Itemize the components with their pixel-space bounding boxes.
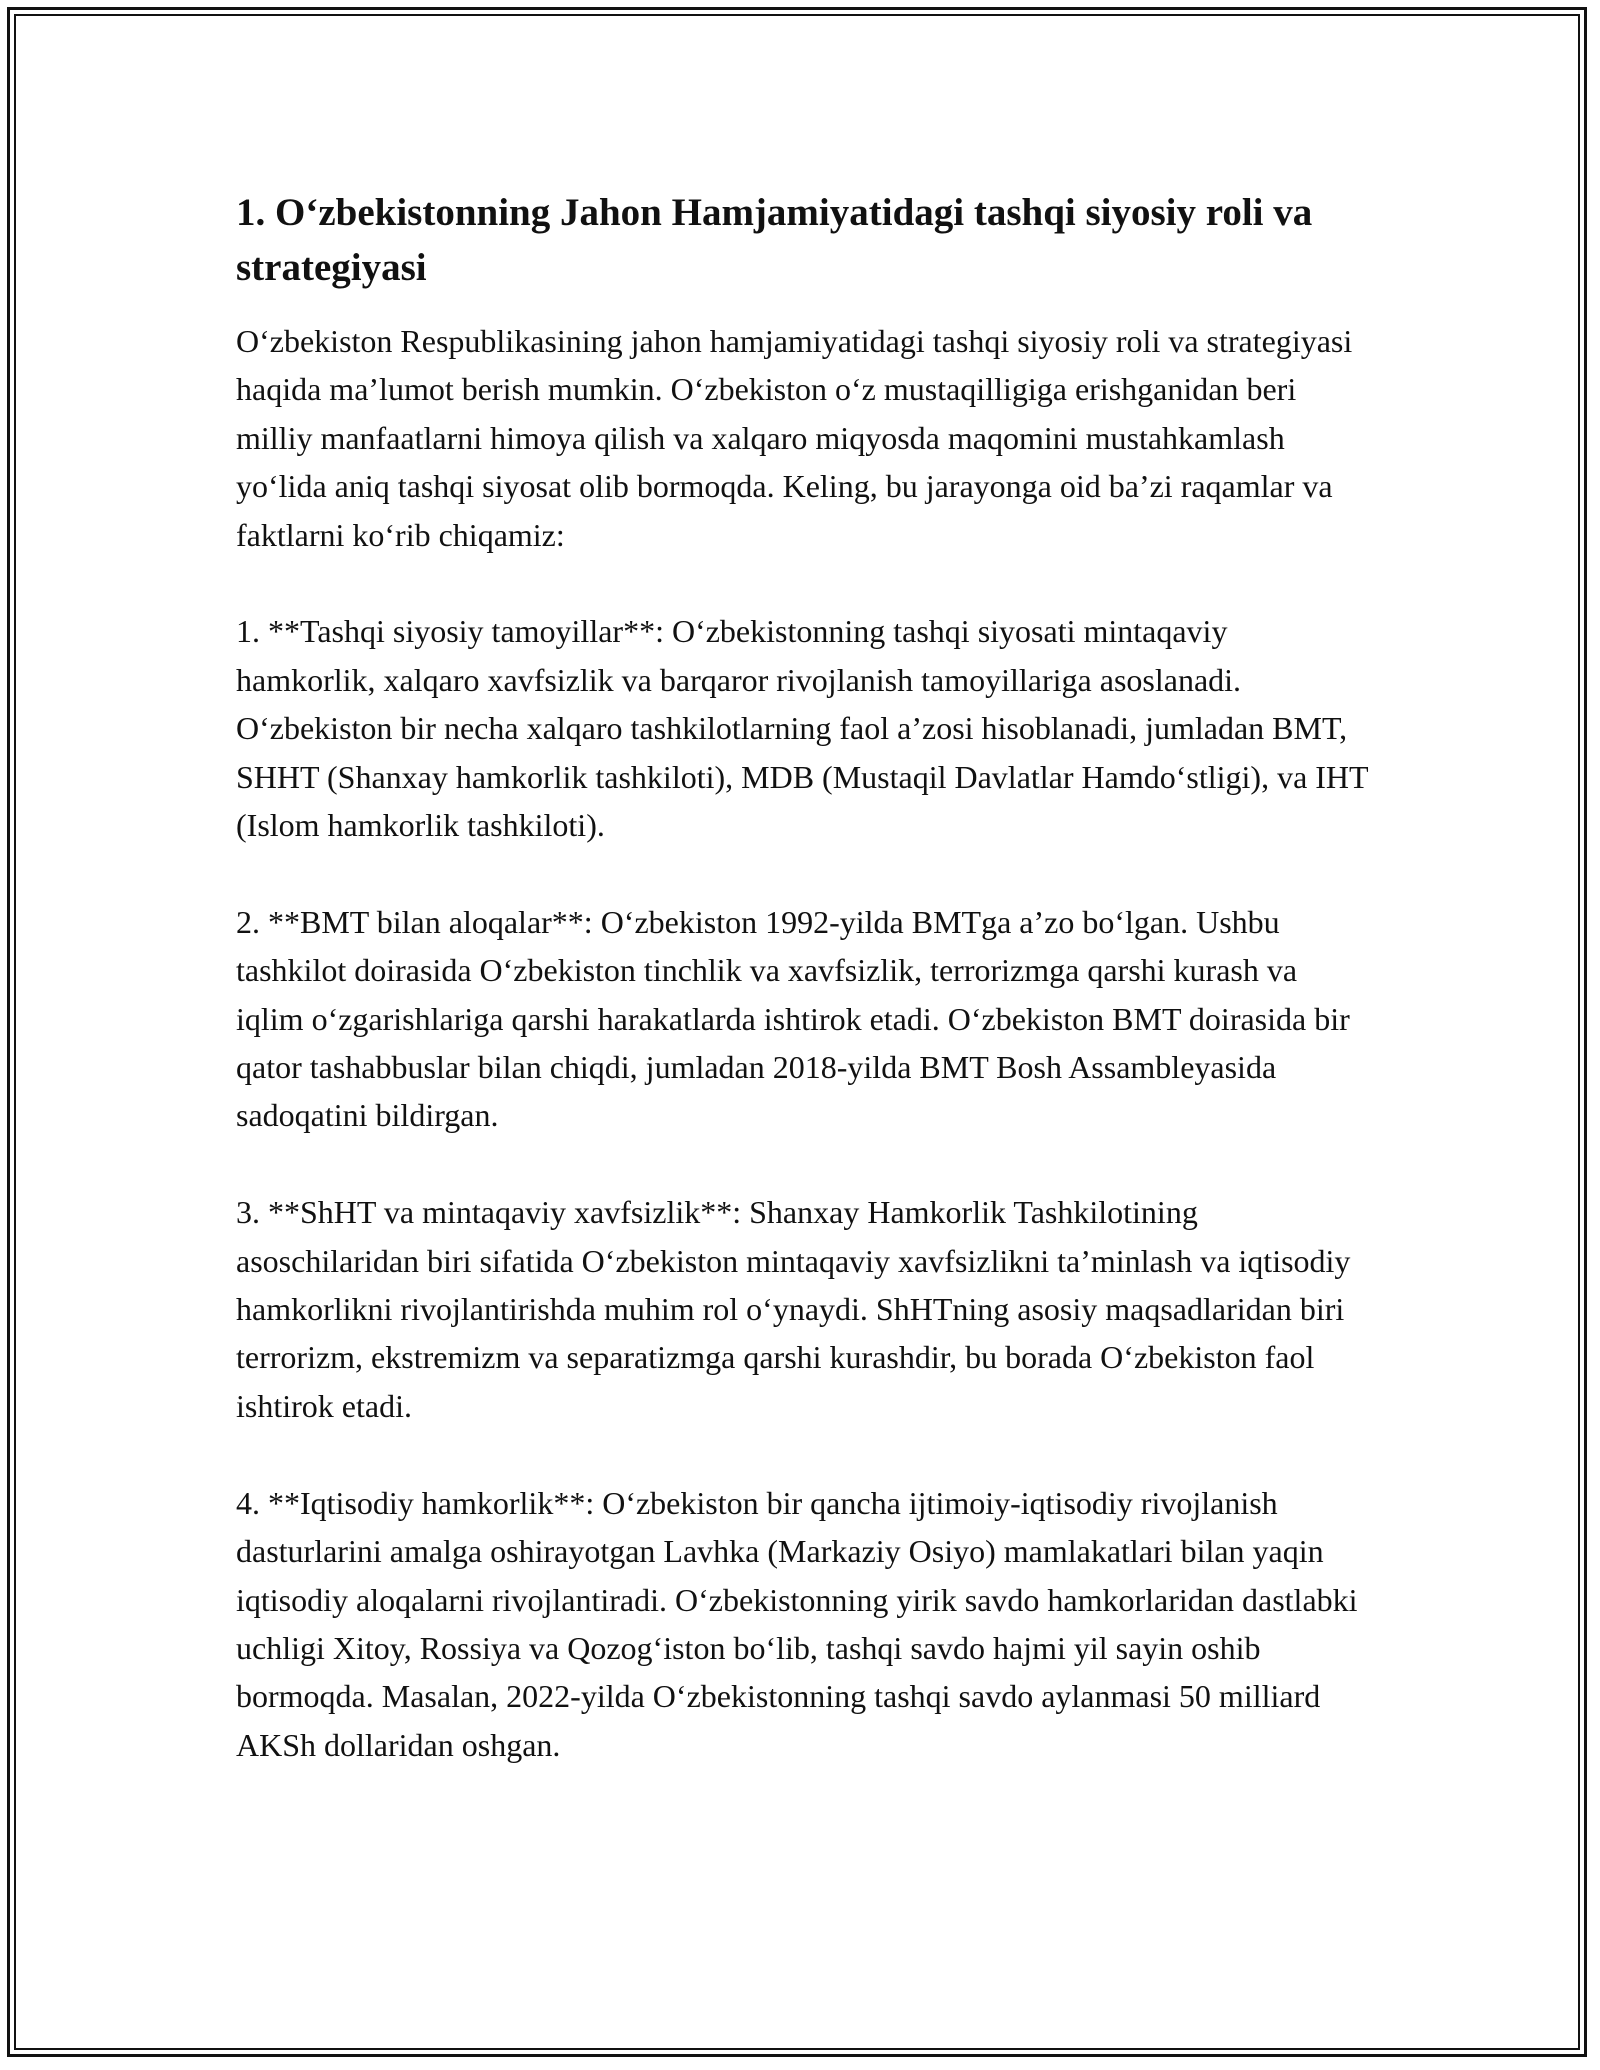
paragraph-spacer bbox=[236, 1140, 1370, 1188]
point-3-paragraph: 3. **ShHT va mintaqaviy xavfsizlik**: Shanxay Hamkorlik Tashkilotining asoschilaridan biri sifatida Oʻzbekiston mintaqaviy xavfsizlikni taʼminlash va iqtisodiy hamkorlikni rivojlantirishda muhim rol oʻynaydi. ShHTning asosiy maqsadlaridan biri terrorizm, ekstremizm va separatizmga qarshi kurashdir, bu borada Oʻzbekiston faol ishtirok etadi. bbox=[236, 1194, 1351, 1424]
paragraph-spacer bbox=[236, 1430, 1370, 1478]
paragraph-spacer bbox=[236, 849, 1370, 897]
paragraph-spacer bbox=[236, 559, 1370, 607]
point-2-paragraph: 2. **BMT bilan aloqalar**: Oʻzbekiston 1992-yilda BMTga aʼzo boʻlgan. Ushbu tashkilot doirasida Oʻzbekiston tinchlik va xavfsizlik, terrorizmga qarshi kurash va iqlim oʻzgarishlariga qarshi harakatlarda ishtirok etadi. Oʻzbekiston BMT doirasida bir qator tashabbuslar bilan chiqdi, jumladan 2018-yilda BMT Bosh Assambleyasida sadoqatini bildirgan. bbox=[236, 903, 1350, 1134]
point-1-paragraph: 1. **Tashqi siyosiy tamoyillar**: Oʻzbekistonning tashqi siyosati mintaqaviy hamkorlik, xalqaro xavfsizlik va barqaror rivojlanish tamoyillariga asoslanadi. Oʻzbekiston bir necha xalqaro tashkilotlarning faol aʼzosi hisoblanadi, jumladan BMT, SHHT (Shanxay hamkorlik tashkiloti), MDB (Mustaqil Davlatlar Hamdoʻstligi), va IHT (Islom hamkorlik tashkiloti). bbox=[236, 613, 1368, 844]
intro-paragraph: Oʻzbekiston Respublikasining jahon hamjamiyatidagi tashqi siyosiy roli va strategiyasi haqida maʼlumot berish mumkin. Oʻzbekiston oʻz mustaqilligiga erishganidan beri milliy manfaatlarni himoya qilish va xalqaro miqyosda maqomini mustahkamlash yoʻlida aniq tashqi siyosat olib bormoqda. Keling, bu jarayonga oid baʼzi raqamlar va faktlarni koʻrib chiqamiz: bbox=[236, 323, 1353, 553]
point-4-paragraph: 4. **Iqtisodiy hamkorlik**: Oʻzbekiston bir qancha ijtimoiy-iqtisodiy rivojlanish dasturlarini amalga oshirayotgan Lavhka (Markaziy Osiyo) mamlakatlari bilan yaqin iqtisodiy aloqalarni rivojlantiradi. Oʻzbekistonning yirik savdo hamkorlaridan dastlabki uchligi Xitoy, Rossiya va Qozogʻiston boʻlib, tashqi savdo hajmi yil sayin oshib bormoqda. Masalan, 2022-yilda Oʻzbekistonning tashqi savdo aylanmasi 50 milliard AKSh dollaridan oshgan. bbox=[236, 1484, 1358, 1763]
document-title: 1. Oʻzbekistonning Jahon Hamjamiyatidagi tashqi siyosiy roli va strategiyasi bbox=[236, 191, 1313, 289]
document-body bbox=[236, 185, 1370, 1769]
